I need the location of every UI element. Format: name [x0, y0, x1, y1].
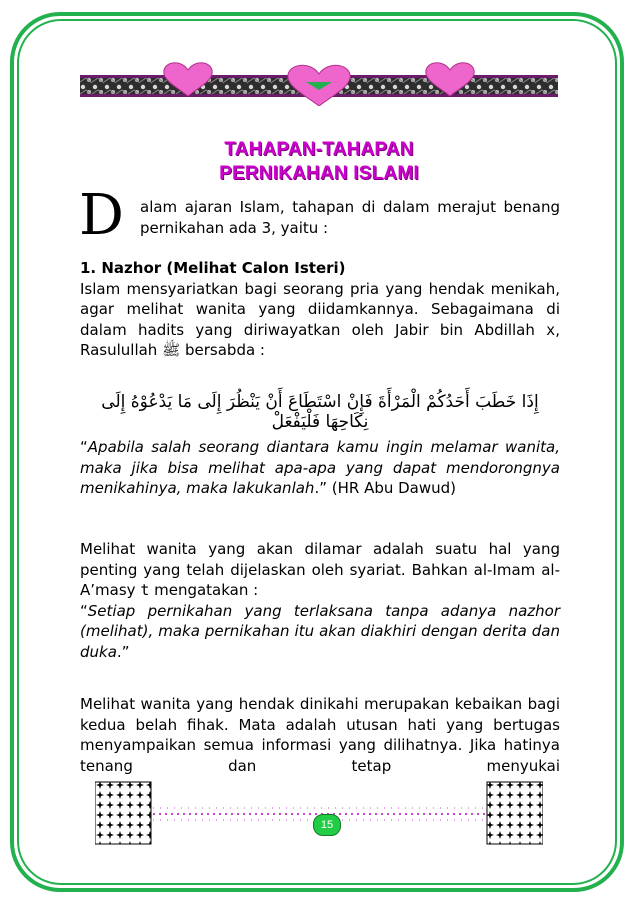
paragraph-text: , Rasulullah	[80, 320, 560, 360]
saw-glyph: ﷺ	[162, 341, 181, 360]
drop-cap: D	[79, 183, 124, 248]
paragraph-text: Melihat wanita yang akan dilamar adalah suatu hal yang penting yang telah dijelaskan oleh syariat. Bahkan al-Imam al-A’masy	[80, 540, 560, 600]
page-heading-line2: PERNIKAHAN ISLAMI	[219, 163, 419, 184]
top-ornament	[80, 60, 558, 106]
corner-flower-left-icon	[95, 782, 151, 844]
arabic-hadith: إِذَا خَطَبَ أَحَدُكُمْ الْمَرْأَةَ فَإِنْ اسْتَطَاعَ أَنْ يَنْظُرَ إِلَى مَا يَدْعُوْهُ إِلَى نِكَاحِهَا فَلْيَفْعَلْ	[101, 392, 539, 432]
page-heading-line1: TAHAPAN-TAHAPAN	[224, 139, 414, 160]
paragraph-alamasy	[80, 539, 560, 663]
quote-italic: Setiap pernikahan yang terlaksana tanpa adanya nazhor (melihat), maka pernikahan itu akan diakhiri dengan derita dan duka	[80, 601, 560, 661]
section-paragraph	[80, 279, 560, 361]
honorific-symbol: x	[546, 320, 556, 339]
corner-flower-right-icon	[487, 782, 543, 844]
quote-open: “	[80, 438, 88, 456]
section-nazhor	[80, 258, 560, 361]
paragraph-text: bersabda :	[180, 341, 265, 360]
paragraph-text: mengatakan :	[149, 581, 259, 600]
quote-close: .”	[116, 642, 130, 661]
intro-paragraph: alam ajaran Islam, tahapan di dalam merajut benang pernikahan ada 3, yaitu :	[140, 198, 560, 237]
paragraph-kebaikan: Melihat wanita yang hendak dinikahi merupakan kebaikan bagi kedua belah fihak. Mata adalah utusan hati yang bertugas menyampaikan semua informasi yang dilihatnya. Jika hatinya tenang dan tetap menyukai	[80, 695, 560, 775]
quote-italic: Apabila salah seorang diantara kamu ingin melamar wanita, maka jika bisa melihat apa-apa yang dapat mendorongnya menikahinya, maka lakukanlah	[80, 438, 560, 498]
hadith-translation	[80, 437, 560, 499]
quote-close: .” (HR Abu Dawud)	[314, 479, 457, 498]
honorific-symbol: t	[140, 581, 150, 600]
quote-open: “	[80, 601, 88, 620]
section-title: 1. Nazhor (Melihat Calon Isteri)	[80, 259, 346, 277]
page-number-badge: 15	[313, 814, 341, 836]
paragraph-text: Islam mensyariatkan bagi seorang pria yang hendak menikah, agar melihat wanita yang diidamkannya. Sebagaimana di dalam hadits yang diriwayatkan oleh Jabir bin Abdillah	[80, 279, 560, 339]
